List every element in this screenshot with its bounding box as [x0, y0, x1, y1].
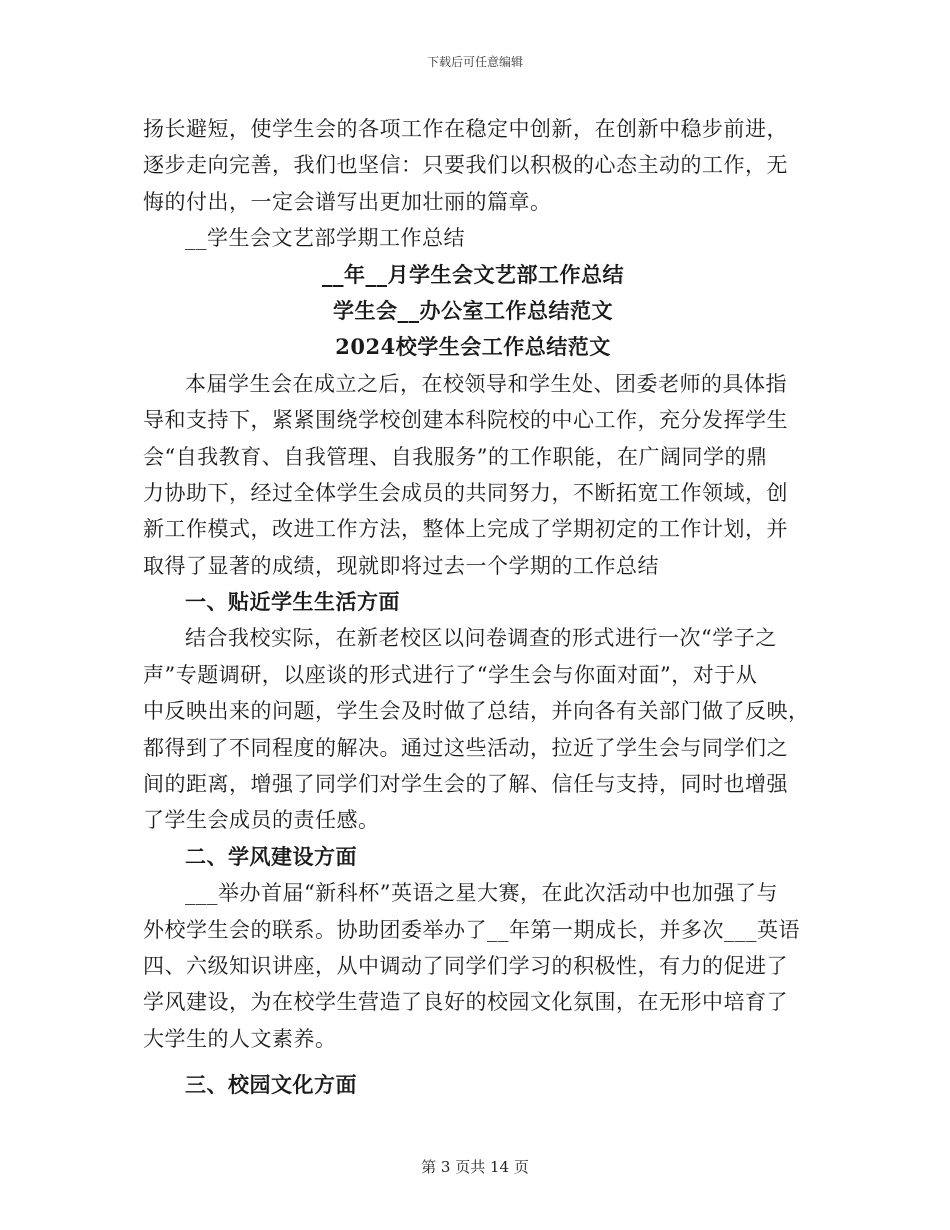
- body-line: 本届学生会在成立之后，在校领导和学生处、团委老师的具体指: [185, 371, 787, 396]
- body-line: ___举办首届“新科杯”英语之星大赛，在此次活动中也加强了与: [185, 881, 778, 906]
- section-heading: 一、贴近学生生活方面: [185, 589, 400, 615]
- body-line: 四、六级知识讲座，从中调动了同学们学习的积极性，有力的促进了: [143, 953, 788, 978]
- body-line: 间的距离，增强了同学们对学生会的了解、信任与支持，同时也增强: [143, 772, 788, 797]
- body-line: 逐步走向完善，我们也坚信：只要我们以积极的心态主动的工作，无: [143, 153, 788, 178]
- body-line: 中反映出来的问题，学生会及时做了总结，并向各有关部门做了反映，: [143, 699, 810, 724]
- section-title: __年__月学生会文艺部工作总结: [322, 261, 624, 287]
- body-line: 学风建设，为在校学生营造了良好的校园文化氛围，在无形中培育了: [143, 990, 788, 1015]
- page-footer: 第 3 页共 14 页: [421, 1158, 529, 1176]
- body-line: 结合我校实际，在新老校区以问卷调查的形式进行一次“学子之: [185, 626, 777, 651]
- related-title: __学生会文艺部学期工作总结: [185, 226, 465, 251]
- body-line: 悔的付出，一定会谱写出更加壮丽的篇章。: [143, 189, 552, 214]
- body-line: 大学生的人文素养。: [143, 1026, 337, 1051]
- spacer: [143, 1057, 803, 1067]
- body-line: 外校学生会的联系。协助团委举办了__年第一期成长，并多次___英语: [143, 917, 800, 942]
- section-heading: 二、学风建设方面: [185, 843, 357, 869]
- page-header: 下载后可任意编辑: [426, 55, 523, 69]
- body-line: 新工作模式，改进工作方法，整体上完成了学期初定的工作计划，并: [143, 517, 788, 542]
- body-line: 会“自我教育、自我管理、自我服务”的工作职能，在广阔同学的鼎: [143, 444, 768, 469]
- body-line: 都得到了不同程度的解决。通过这些活动，拉近了学生会与同学们之: [143, 735, 788, 760]
- document-body: [143, 111, 810, 1104]
- section-heading: 三、校园文化方面: [185, 1072, 357, 1098]
- body-line: 了学生会成员的责任感。: [143, 808, 380, 833]
- body-line: 声”专题调研，以座谈的形式进行了“学生会与你面对面”，对于从: [143, 662, 758, 687]
- section-title: 学生会__办公室工作总结范文: [333, 297, 613, 323]
- body-line: 取得了显著的成绩，现就即将过去一个学期的工作总结: [143, 553, 659, 578]
- body-line: 力协助下，经过全体学生会成员的共同努力，不断拓宽工作领域，创: [143, 480, 788, 505]
- body-line: 扬长避短，使学生会的各项工作在稳定中创新，在创新中稳步前进，: [143, 117, 788, 141]
- body-line: 导和支持下，紧紧围绕学校创建本科院校的中心工作，充分发挥学生: [143, 408, 788, 433]
- document-title: 2024校学生会工作总结范文: [335, 334, 611, 360]
